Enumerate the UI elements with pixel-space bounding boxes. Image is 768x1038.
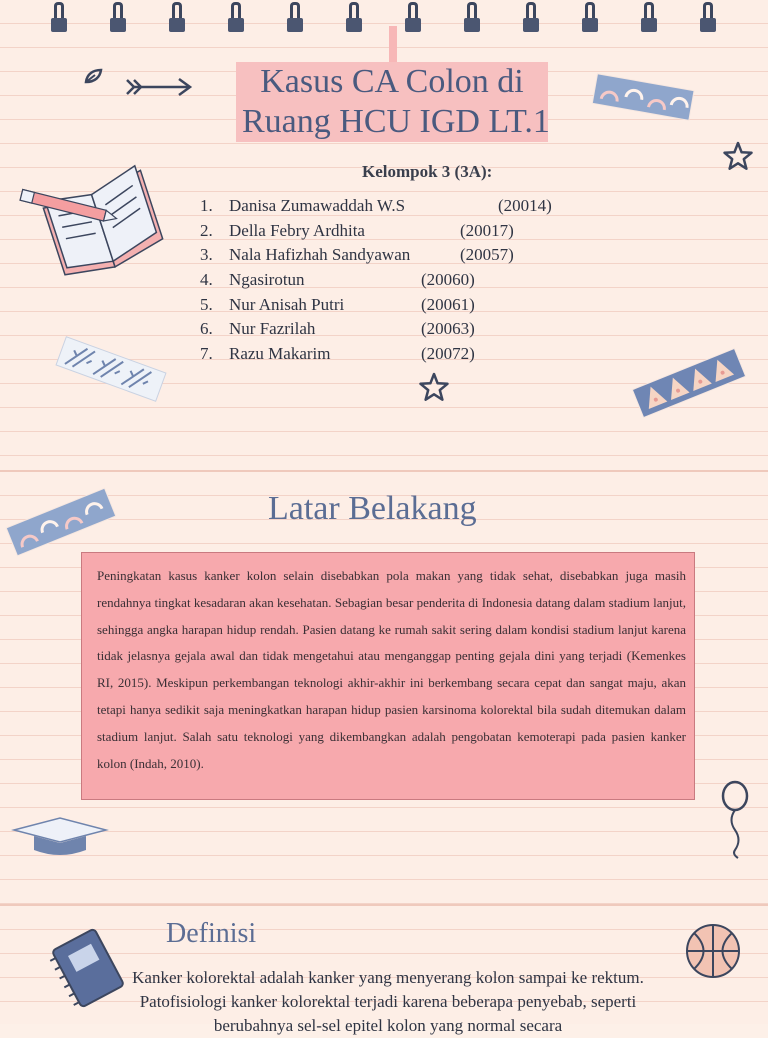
page-title-line-2: Ruang HCU IGD LT.1 xyxy=(242,103,550,140)
member-name: Nur Fazrilah xyxy=(229,319,316,339)
washi-tape-pizza xyxy=(628,342,750,424)
page-title-line-1: Kasus CA Colon di xyxy=(260,63,524,100)
leaf-icon xyxy=(83,66,105,86)
washi-tape-rainbow xyxy=(2,484,120,560)
washi-tape-leaves xyxy=(52,330,170,408)
group-title: Kelompok 3 (3A): xyxy=(362,162,493,181)
binding-ring xyxy=(346,2,362,32)
member-nim: (20061) xyxy=(421,294,475,314)
washi-tape-rainbow xyxy=(588,70,698,126)
graduation-cap-icon xyxy=(10,816,110,860)
member-nim: (20072) xyxy=(421,344,475,364)
binding-ring xyxy=(582,2,598,32)
background-text-box xyxy=(81,552,695,800)
title-block xyxy=(236,62,548,142)
binding-ring xyxy=(169,2,185,32)
binding-ring xyxy=(464,2,480,32)
background-paragraph: Peningkatan kasus kanker kolon selain disebabkan pola makan yang tidak sehat, disebabkan juga masih rendahnya tingkat kesadaran akan kesehatan. Sebagian besar penderita di Indonesia datang dalam stadium lanjut, sehingga angka harapan hidup rendah. Pasien datang ke rumah sakit sering dalam kondisi stadium lanjut karena tidak jelasnya gejala awal dan tidak mengetahui atau menganggap penting gejala dini yang terjadi (Kemenkes RI, 2015). Meskipun perkembangan teknologi akhir-akhir ini berkembang secara cepat dan sangat maju, akan tetapi hanya sedikit saja meningkatkan harapan hidup pasien karsinoma kolorektal bila sudah ditemukan dalam stadium lanjut. Salah satu teknologi yang dikembangkan adalah pengobatan kemoterapi pada pasien kanker kolon (Indah, 2010). xyxy=(97,568,686,771)
member-name: Della Febry Ardhita xyxy=(229,220,365,240)
pin-icon xyxy=(389,26,397,62)
star-icon xyxy=(418,371,450,403)
member-name: Nala Hafizhah Sandyawan xyxy=(229,245,411,265)
binding-ring xyxy=(700,2,716,32)
member-nim: (20063) xyxy=(421,319,475,339)
member-nim: (20017) xyxy=(460,220,514,240)
star-icon xyxy=(722,140,754,172)
member-nim: (20014) xyxy=(498,196,552,215)
member-nim: (20060) xyxy=(421,270,475,290)
definition-paragraph: Kanker kolorektal adalah kanker yang menyerang kolon sampai ke rektum. Patofisiologi kanker kolorektal terjadi karena beberapa penyebab, seperti berubahnya sel-sel epitel kolon yang normal secara xyxy=(132,968,644,1035)
section-heading-definisi: Definisi xyxy=(166,918,257,949)
book-pencil-icon xyxy=(14,150,180,278)
member-name: Razu Makarim xyxy=(229,344,331,364)
binding-ring xyxy=(523,2,539,32)
binding-ring xyxy=(641,2,657,32)
binding-ring xyxy=(287,2,303,32)
title-page: Kasus CA Colon di Ruang HCU IGD LT.1 Kelompok 3 (3A): 1. Danisa Zumawaddah W.S (20014) 2. Della Febry Ardhita (20017) 3. Nala Hafizhah Sandyawan (20057) 4. Ngasirotun (20060) 5. Nur Anisah Putri (20061) 6. Nur Fazrilah (20063) 7. Razu Makarim (20072) xyxy=(0,0,768,470)
binding-ring xyxy=(405,2,421,32)
member-name: Ngasirotun xyxy=(229,270,305,290)
binding-ring xyxy=(110,2,126,32)
spiral-binding xyxy=(0,2,768,36)
binding-ring xyxy=(228,2,244,32)
member-name: Danisa Zumawaddah W.S xyxy=(229,196,406,215)
section-heading-latar-belakang: Latar Belakang xyxy=(268,490,477,527)
basketball-icon xyxy=(684,922,742,980)
member-name: Nur Anisah Putri xyxy=(229,294,345,314)
arrow-icon xyxy=(125,76,195,98)
member-nim: (20057) xyxy=(460,245,514,265)
binding-ring xyxy=(51,2,67,32)
balloon-icon xyxy=(718,780,752,860)
